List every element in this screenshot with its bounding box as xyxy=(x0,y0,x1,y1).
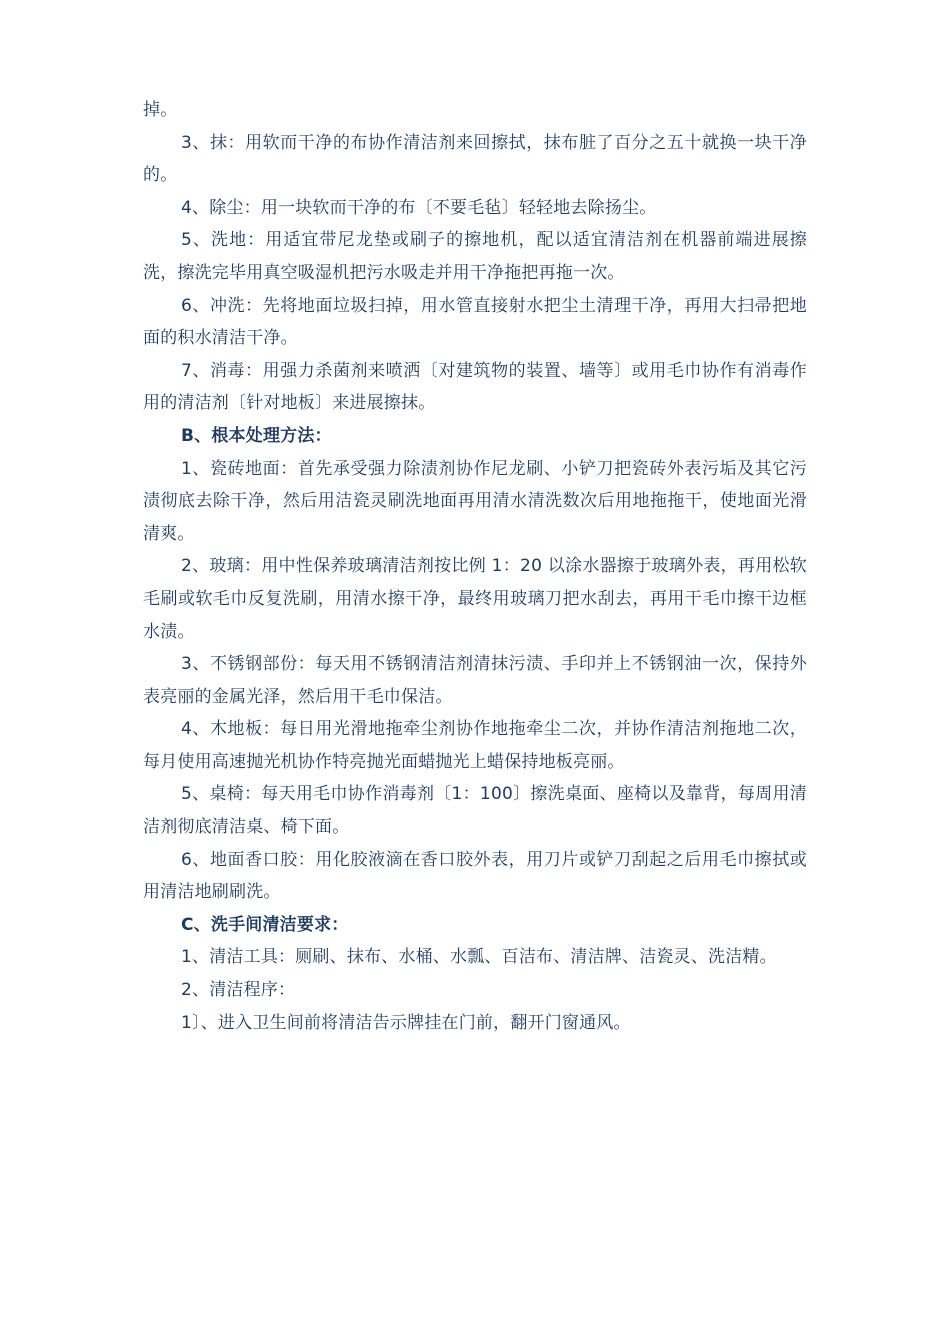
paragraph-cleaning-procedure: 2、清洁程序： xyxy=(181,980,296,1001)
paragraph-disinfection: 7、消毒：用强力杀菌剂来喷洒〔对建筑物的装置、墙等〕或用毛巾协作有消毒作用的清洁剂〔针对地板〕来进展擦抹。 xyxy=(143,360,807,414)
paragraph-chewing-gum: 6、地面香口胶：用化胶液滴在香口胶外表，用刀片或铲刀刮起之后用毛巾擦拭或用清洁地刷刷洗。 xyxy=(143,849,807,903)
section-heading-c: C、洗手间清洁要求： xyxy=(181,914,349,935)
paragraph-continuation: 掉。 xyxy=(143,100,178,120)
section-heading-b: B、根本处理方法： xyxy=(181,425,332,446)
paragraph-rinsing: 6、冲洗：先将地面垃圾扫掉，用水管直接射水把尘土清理干净，再用大扫帚把地面的积水清洁干净。 xyxy=(143,295,807,349)
paragraph-tile-floor: 1、瓷砖地面：首先承受强力除渍剂协作尼龙刷、小铲刀把瓷砖外表污垢及其它污渍彻底去除干净，然后用洁瓷灵刷洗地面再用清水清洗数次后用地拖拖干，使地面光滑清爽。 xyxy=(143,458,807,544)
paragraph-tables-chairs: 5、桌椅：每天用毛巾协作消毒剂〔1：100〕擦洗桌面、座椅以及靠背，每周用清洁剂彻底清洁桌、椅下面。 xyxy=(143,784,807,838)
paragraph-wipe: 3、抹：用软而干净的布协作清洁剂来回擦拭，抹布脏了百分之五十就换一块干净的。 xyxy=(143,132,807,186)
paragraph-procedure-step-1: 1〕、进入卫生间前将清洁告示牌挂在门前，翻开门窗通风。 xyxy=(181,1012,631,1033)
paragraph-cleaning-tools: 1、清洁工具：厕刷、抹布、水桶、水瓢、百洁布、清洁牌、洁瓷灵、洗洁精。 xyxy=(181,947,777,968)
paragraph-dusting: 4、除尘：用一块软而干净的布〔不要毛毡〕轻轻地去除扬尘。 xyxy=(181,197,657,218)
document-body xyxy=(143,94,807,1039)
paragraph-stainless-steel: 3、不锈钢部份：每天用不锈钢清洁剂清抹污渍、手印并上不锈钢油一次，保持外表亮丽的金属光泽，然后用干毛巾保洁。 xyxy=(143,654,807,707)
paragraph-glass: 2、玻璃：用中性保养玻璃清洁剂按比例 1：20 以涂水器擦于玻璃外表，再用松软毛刷或软毛巾反复洗刷，用清水擦干净，最终用玻璃刀把水刮去，再用干毛巾擦干边框水渍。 xyxy=(143,556,807,642)
paragraph-wood-floor: 4、木地板：每日用光滑地拖牵尘剂协作地拖牵尘二次，并协作清洁剂拖地二次，每月使用高速抛光机协作特亮抛光面蜡抛光上蜡保持地板亮丽。 xyxy=(143,719,807,772)
paragraph-floor-washing: 5、洗地：用适宜带尼龙垫或刷子的擦地机，配以适宜清洁剂在机器前端进展擦洗，擦洗完毕用真空吸湿机把污水吸走并用干净拖把再拖一次。 xyxy=(143,230,807,283)
